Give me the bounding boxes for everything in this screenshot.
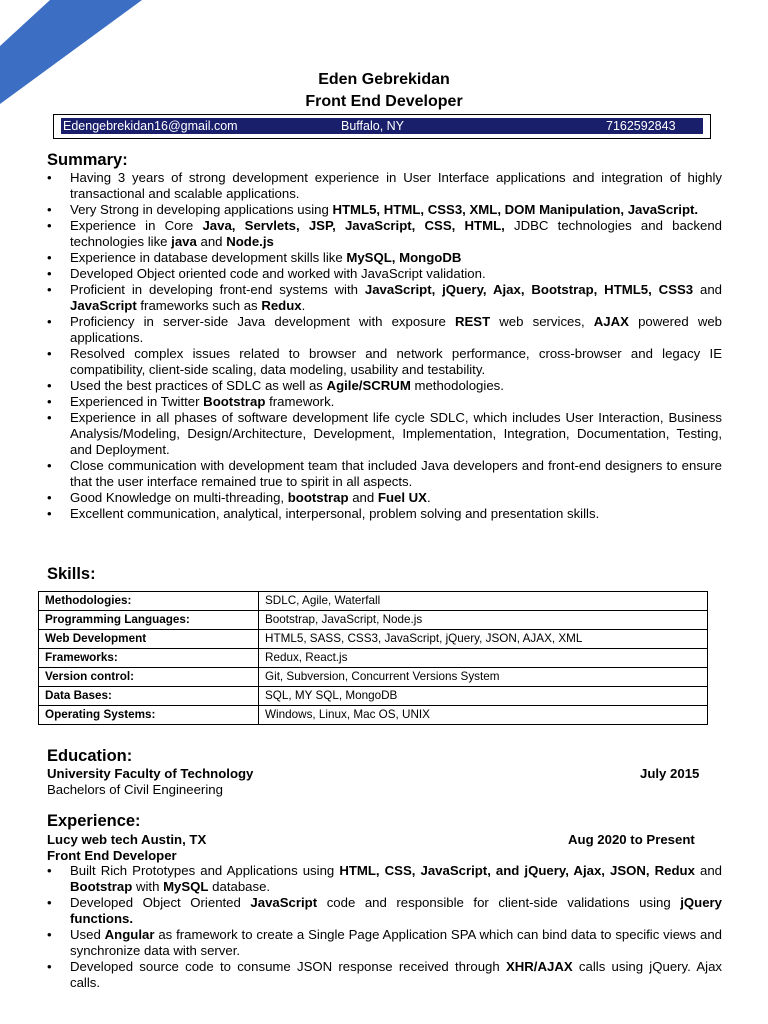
- table-row: [39, 687, 708, 706]
- text: Developed Object oriented code and worked with JavaScript validation.: [70, 266, 486, 281]
- summary-heading: Summary:: [47, 151, 128, 169]
- text: powered web applications.: [70, 314, 723, 345]
- text: Resolved complex issues related to browser and network performance, cross-browser and legacy IE compatibility, client-side scaling, data modeling, usability and testability.: [70, 346, 722, 377]
- bold-text: Angular: [104, 927, 155, 942]
- bullet-item: [47, 394, 722, 410]
- candidate-title: Front End Developer: [305, 93, 463, 110]
- text: database.: [208, 879, 271, 894]
- bullet-item: [47, 863, 722, 895]
- skill-label: Frameworks:: [39, 649, 259, 668]
- skill-value: HTML5, SASS, CSS3, JavaScript, jQuery, JSON, AJAX, XML: [259, 630, 708, 649]
- experience-heading: Experience:: [47, 812, 141, 830]
- contact-bar: [61, 118, 703, 134]
- text: framework.: [265, 394, 335, 409]
- bold-text: java: [171, 234, 197, 249]
- text: as framework to create a Single Page Application SPA which can bind data to specific views and synchronize data with server.: [70, 927, 723, 958]
- bullet-item: [47, 410, 722, 458]
- table-row: [39, 630, 708, 649]
- table-row: [39, 649, 708, 668]
- bullet-item: [47, 250, 722, 266]
- text: JDBC technologies and backend technologies like: [70, 218, 722, 249]
- corner-ribbon-decoration: [0, 0, 145, 106]
- text: Experienced in Twitter: [70, 394, 204, 409]
- bullet-item: [47, 282, 722, 314]
- bold-text: bootstrap: [287, 490, 349, 505]
- bullet-item: [47, 170, 722, 202]
- bullet-item: [47, 959, 722, 991]
- text: and: [693, 282, 723, 297]
- candidate-name: Eden Gebrekidan: [318, 71, 450, 88]
- bullet-item: [47, 266, 722, 282]
- education-school: University Faculty of Technology: [47, 766, 254, 781]
- text: .: [426, 490, 431, 505]
- bullet-item: [47, 378, 722, 394]
- bold-text: Agile/SCRUM: [326, 378, 411, 393]
- bold-text: Bootstrap: [203, 394, 266, 409]
- text: Experience in Core: [70, 218, 203, 233]
- text: Built Rich Prototypes and Applications using: [70, 863, 340, 878]
- text: Proficient in developing front-end systems with: [70, 282, 365, 297]
- text: Having 3 years of strong development experience in User Interface applications and integration of highly transactional and scalable applications.: [70, 170, 722, 201]
- text: methodologies.: [410, 378, 504, 393]
- bold-text: JavaScript: [70, 298, 137, 313]
- text: Proficiency in server-side Java development with exposure: [70, 314, 455, 329]
- phone-text: 7162592843: [606, 119, 676, 133]
- text: Excellent communication, analytical, interpersonal, problem solving and presentation skills.: [70, 506, 600, 521]
- skill-value: Windows, Linux, Mac OS, UNIX: [259, 706, 708, 725]
- bold-text: Fuel UX: [377, 490, 427, 505]
- experience-company: Lucy web tech Austin, TX: [47, 832, 207, 847]
- bullet-item: [47, 218, 722, 250]
- text: Developed source code to consume JSON response received through: [70, 959, 506, 974]
- text: code and responsible for client-side validations using: [317, 895, 681, 910]
- skill-label: Data Bases:: [39, 687, 259, 706]
- skills-heading: Skills:: [47, 565, 96, 583]
- bullet-item: [47, 346, 722, 378]
- email-text: Edengebrekidan16@gmail.com: [63, 119, 238, 133]
- text: Experience in database development skills like: [70, 250, 347, 265]
- text: frameworks such as: [136, 298, 262, 313]
- skill-label: Methodologies:: [39, 592, 259, 611]
- education-heading: Education:: [47, 747, 133, 765]
- table-row: [39, 611, 708, 630]
- bold-text: AJAX: [593, 314, 629, 329]
- bold-text: HTML, CSS, JavaScript, and jQuery, Ajax, JSON, Redux: [339, 863, 695, 878]
- text: Developed Object Oriented: [70, 895, 251, 910]
- bold-text: MySQL: [163, 879, 209, 894]
- text: Close communication with development team that included Java developers and front-end designers to ensure that the user interface remained true to spirit in all aspects.: [70, 458, 722, 489]
- bold-text: REST: [454, 314, 491, 329]
- skill-value: SDLC, Agile, Waterfall: [259, 592, 708, 611]
- skill-label: Programming Languages:: [39, 611, 259, 630]
- education-date: July 2015: [640, 766, 700, 781]
- text: and: [694, 863, 723, 878]
- bold-text: HTML5, HTML, CSS3, XML, DOM Manipulation, JavaScript.: [332, 202, 699, 217]
- education-degree: Bachelors of Civil Engineering: [47, 782, 223, 797]
- skill-value: Bootstrap, JavaScript, Node.js: [259, 611, 708, 630]
- bullet-item: [47, 927, 722, 959]
- skill-value: Redux, React.js: [259, 649, 708, 668]
- text: calls using jQuery. Ajax calls.: [70, 959, 723, 990]
- bold-text: Redux: [261, 298, 302, 313]
- bold-text: Node.js: [226, 234, 274, 249]
- text: with: [132, 879, 164, 894]
- bullet-item: [47, 458, 722, 490]
- bullet-item: [47, 895, 722, 927]
- summary-list: [47, 170, 722, 522]
- bullet-item: [47, 314, 722, 346]
- text: .: [301, 298, 306, 313]
- skill-value: SQL, MY SQL, MongoDB: [259, 687, 708, 706]
- bullet-item: [47, 202, 722, 218]
- text: Good Knowledge on multi-threading,: [70, 490, 288, 505]
- skills-table: [38, 591, 708, 725]
- text: Used the best practices of SDLC as well as: [70, 378, 327, 393]
- bold-text: MySQL, MongoDB: [346, 250, 462, 265]
- bold-text: XHR/AJAX: [505, 959, 573, 974]
- bold-text: Java, Servlets, JSP, JavaScript, CSS, HTML,: [202, 218, 505, 233]
- location-text: Buffalo, NY: [341, 119, 405, 133]
- skill-label: Operating Systems:: [39, 706, 259, 725]
- text: Experience in all phases of software development life cycle SDLC, which includes User Interaction, Business Analysis/Modeling, Design/Architecture, Development, Implementation, Integration, Documentation, Testing, and Deployment.: [70, 410, 722, 457]
- bold-text: JavaScript, jQuery, Ajax, Bootstrap, HTML5, CSS3: [364, 282, 694, 297]
- bold-text: JavaScript: [250, 895, 318, 910]
- table-row: [39, 668, 708, 687]
- table-row: [39, 706, 708, 725]
- bold-text: Bootstrap: [70, 879, 133, 894]
- experience-role: Front End Developer: [47, 848, 177, 863]
- bullet-item: [47, 506, 722, 522]
- skill-label: Version control:: [39, 668, 259, 687]
- text: Very Strong in developing applications using: [70, 202, 333, 217]
- skill-label: Web Development: [39, 630, 259, 649]
- text: and: [196, 234, 227, 249]
- bold-text: jQuery functions.: [70, 895, 722, 926]
- experience-dates: Aug 2020 to Present: [568, 832, 695, 847]
- text: Used: [70, 927, 105, 942]
- text: web services,: [490, 314, 594, 329]
- text: and: [348, 490, 378, 505]
- experience-list: [47, 863, 722, 991]
- bullet-item: [47, 490, 722, 506]
- skill-value: Git, Subversion, Concurrent Versions System: [259, 668, 708, 687]
- table-row: [39, 592, 708, 611]
